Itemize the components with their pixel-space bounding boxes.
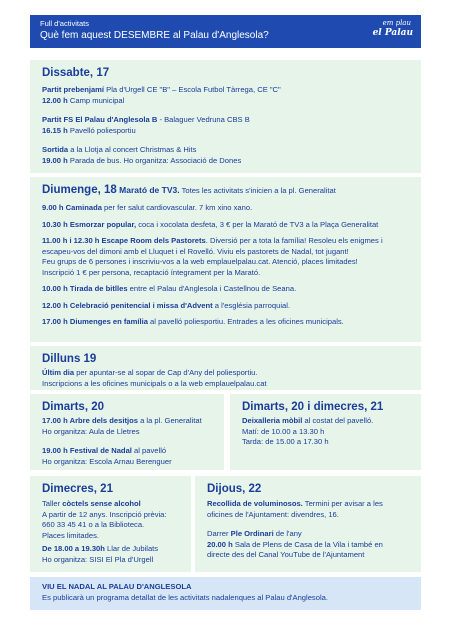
event-line: 12.00 h Celebració penitencial i missa d'Advent a l'església parroquial.	[42, 300, 291, 310]
event-line: Matí: de 10.00 a 13.30 h	[242, 426, 325, 436]
event-line: directe des del Canal YouTube de l'Ajuntament	[207, 550, 365, 559]
event-line: Ho organitza: Escola Arnau Berenguer	[42, 456, 172, 466]
event-line: Taller còctels sense alcohol	[42, 499, 141, 508]
event-line: Places limitades.	[42, 530, 99, 540]
event-time: 19.00 h Parada de bus. Ho organitza: Associació de Dones	[42, 155, 242, 165]
header-title: Què fem aquest DESEMBRE al Palau d'Anglesola?	[40, 30, 269, 41]
section-dissabte	[30, 60, 421, 173]
event-line: 11.00 h i 12.30 h Escape Room dels Pastorets. Diversió per a tota la família! Resoleu els enigmes i	[42, 236, 383, 245]
section-title: Dimecres, 21	[42, 483, 113, 495]
event-line: Feu grups de 6 persones i inscriviu-vos a la web emplauelpalau.cat. Atenció, places limitades!	[42, 257, 358, 266]
section-dijous	[195, 476, 421, 572]
section-dimarts	[30, 394, 224, 470]
section-title: Dijous, 22	[207, 483, 262, 495]
event-line: escapeu-vos del dimoni amb el Lluquet i el Rovelló. Viviu els pastorets de Nadal, tot jugant!	[42, 246, 349, 256]
event-time: 16.15 h Pavelló poliesportiu	[42, 125, 136, 135]
event-line: De 18.00 a 19.30h Llar de Jubilats	[42, 544, 159, 553]
event-line: 10.30 h Esmorzar popular, coca i xocolata desfeta, 3 € per la Marató de TV3 a la Plaça Generalitat	[42, 219, 379, 229]
event-line: Últim dia per apuntar-se al sopar de Cap d'Any del poliesportiu.	[42, 368, 258, 377]
event-line: 20.00 h Sala de Plens de Casa de la Vila i també en	[207, 539, 383, 549]
section-title: Dilluns 19	[42, 353, 97, 365]
event-line: Inscripció 1 € per persona, recaptació íntegrament per la Marató.	[42, 267, 261, 277]
event-line: Darrer Ple Ordinari de l'any	[207, 529, 302, 538]
event-line: 19.00 h Festival de Nadal al pavelló	[42, 446, 167, 455]
event-line: Partit FS El Palau d'Anglesola B - Balaguer Vedruna CBS B	[42, 115, 250, 124]
section-diumenge	[30, 177, 421, 342]
section-title: Dimarts, 20 i dimecres, 21	[242, 401, 384, 413]
event-line: oficines de l'Ajuntament: divendres, 16.	[207, 509, 339, 519]
event-line: Deixalleria mòbil al costat del pavelló.	[242, 416, 374, 425]
header-kicker: Full d'activitats	[40, 19, 89, 28]
event-line: Recollida de voluminosos. Termini per avisar a les	[207, 499, 383, 508]
event-line: 660 33 45 41 o a la Biblioteca.	[42, 520, 145, 529]
event-line: 17.00 h Arbre dels desitjos a la pl. Generalitat	[42, 416, 202, 425]
event-line: Inscripcions a les oficines municipals o a la web emplauelpalau.cat	[42, 378, 267, 388]
event-line: Ho organitza: Aula de Lletres	[42, 426, 140, 436]
footer-notice	[30, 577, 421, 610]
event-time: 12.00 h Camp municipal	[42, 95, 125, 105]
event-line: Ho organitza: SISI El Pla d'Urgell	[42, 554, 154, 564]
section-dilluns	[30, 346, 421, 390]
section-dimarts-dimecres	[230, 394, 421, 470]
section-title: Dissabte, 17	[42, 67, 110, 79]
event-line: A partir de 12 anys. Inscripció prèvia:	[42, 509, 167, 519]
event-line: Tarda: de 15.00 a 17.30 h	[242, 437, 329, 446]
section-title: Diumenge, 18 Marató de TV3. Totes les activitats s'inicien a la pl. Generalitat	[42, 184, 336, 196]
footer-title: VIU EL NADAL AL PALAU D'ANGLESOLA	[42, 582, 192, 591]
event-line: Sortida a la Llotja al concert Christmas & Hits	[42, 145, 197, 154]
event-line: 10.00 h Tirada de bitlles entre el Palau d'Anglesola i Castellnou de Seana.	[42, 284, 297, 293]
header-banner	[30, 15, 421, 48]
event-line: Partit prebenjamí Pla d'Urgell CE "B" – Escola Futbol Tàrrega, CE "C"	[42, 85, 281, 94]
event-line: 9.00 h Caminada per fer salut cardiovascular. 7 km xino xano.	[42, 203, 253, 212]
em-plau-el-palau-logo: em plau el Palau	[372, 19, 413, 38]
footer-text: Es publicarà un programa detallat de les activitats nadalenques al Palau d'Anglesola.	[42, 592, 328, 602]
section-dimecres	[30, 476, 191, 572]
event-line: 17.00 h Diumenges en família al pavelló poliesportiu. Entrades a les oficines municipals.	[42, 317, 344, 326]
section-title: Dimarts, 20	[42, 401, 105, 413]
